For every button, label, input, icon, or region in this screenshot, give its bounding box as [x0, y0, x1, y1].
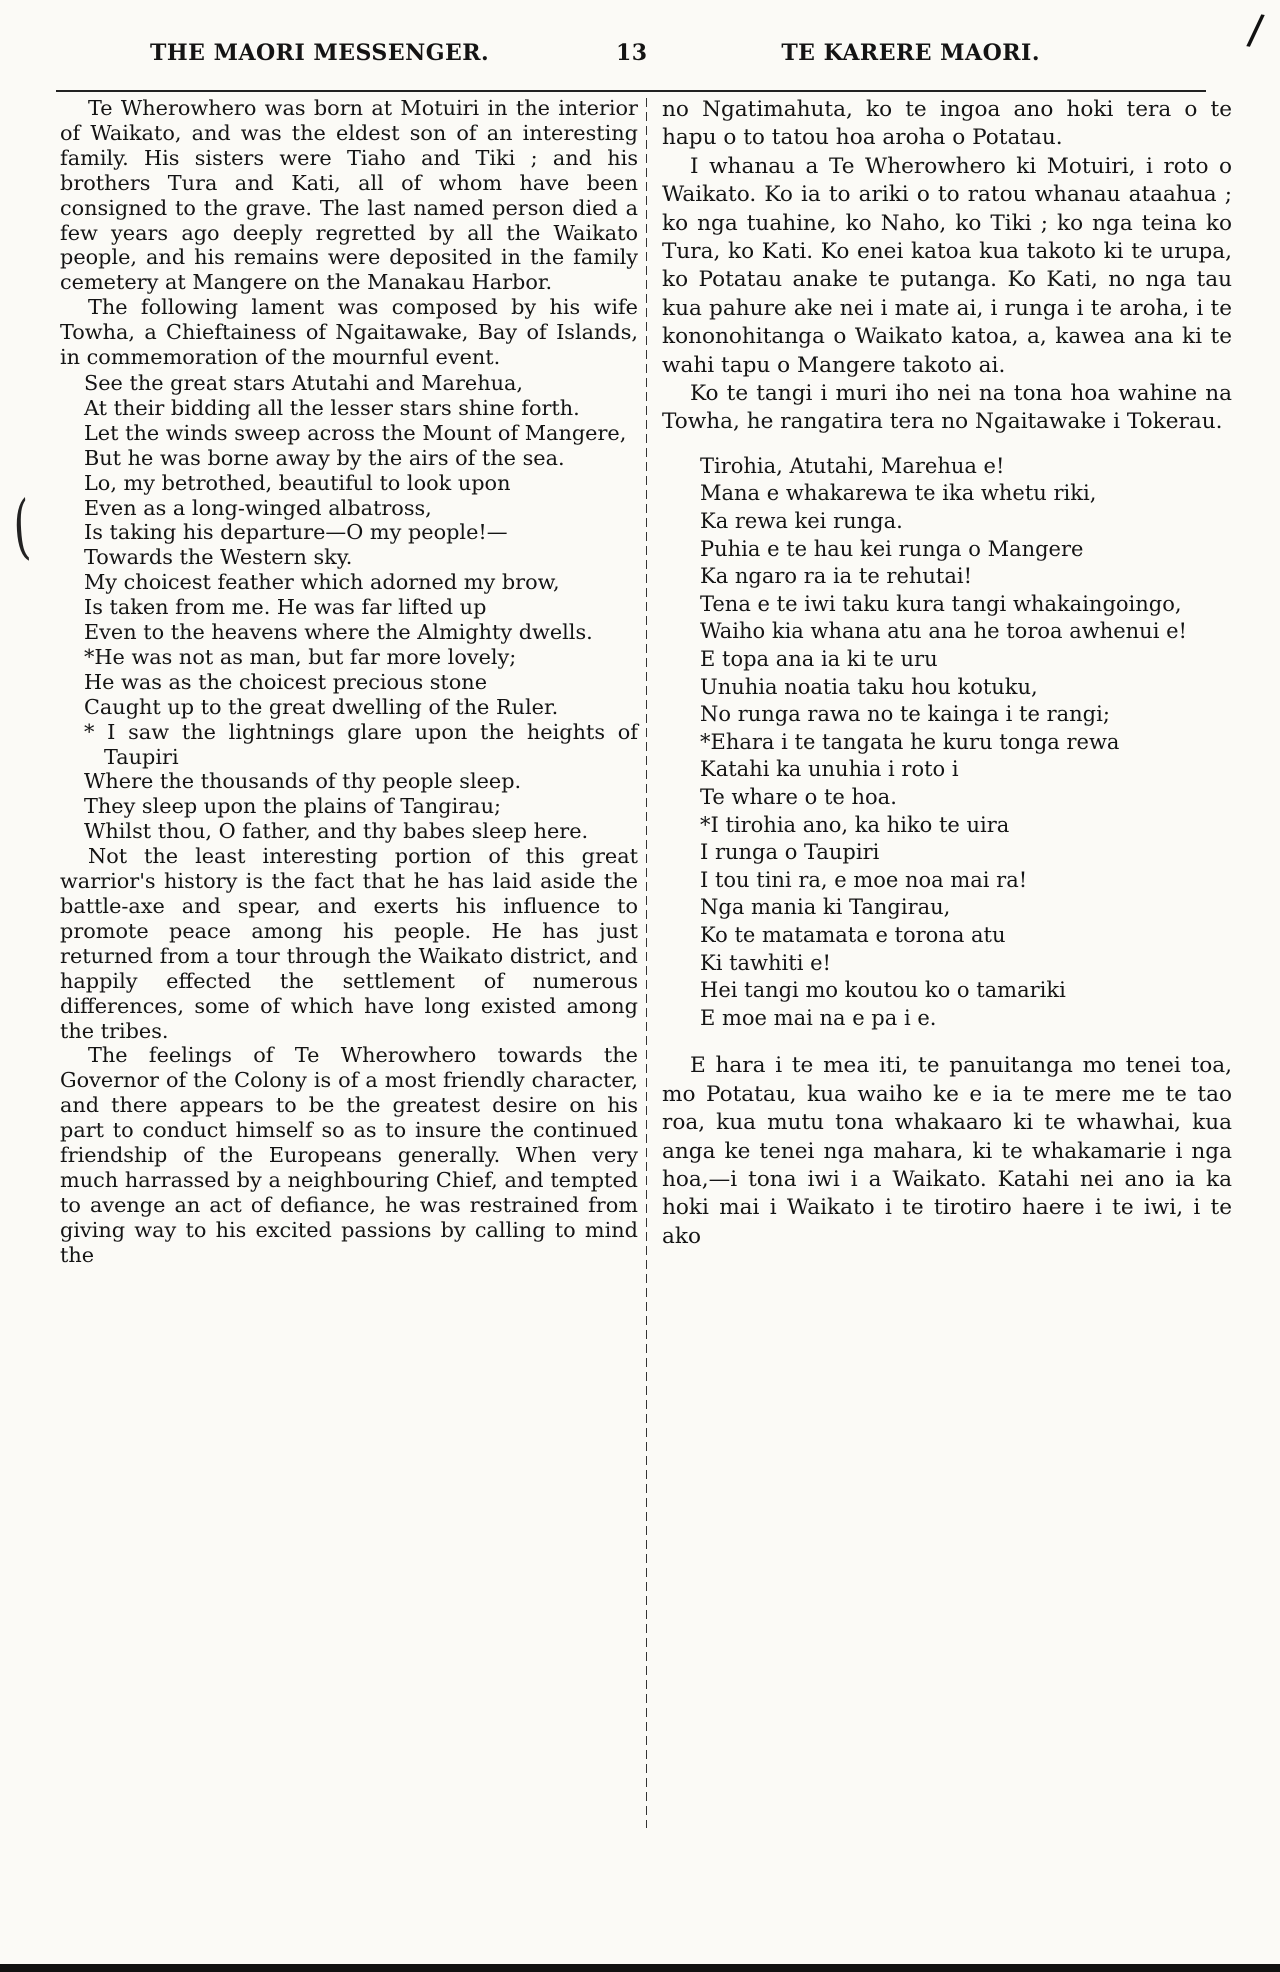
page-bottom-edge — [0, 1960, 1280, 1972]
poem-line: My choicest feather which adorned my brow, — [84, 570, 560, 595]
page-header — [150, 40, 1040, 80]
maori-paragraph-1: I whanau a Te Wherowhero ki Motuiri, i roto o Waikato. Ko ia to ariki o to ratou whanau ataahua ; ko nga tuahine, ko Naho, ko Tiki ; ko nga teina ko Tura, ko Kati. Ko enei katoa kua takoto ki te urupa, ko Potatau anake te putanga. Ko Kati, no nga tau kua pahure ake nei i mate ai, i runga i te aroha, i te kononohitanga o Waikato katoa, a, kawea ana ki te wahi tapu o Mangere takoto ai. — [662, 153, 1232, 378]
poem-line: Katahi ka unuhia i roto i — [700, 757, 959, 782]
header-title-english: THE MAORI MESSENGER. — [150, 40, 490, 66]
english-paragraph-3: Not the least interesting portion of this great warrior's history is the fact that he has laid aside the battle-axe and spear, and exerts his influence to promote peace among his people. He has just returned from a tour through the Waikato district, and happily effected the settlement of numerous differences, some of which have long existed among the tribes. — [60, 844, 638, 1043]
maori-paragraph-0: no Ngatimahuta, ko te ingoa ano hoki tera o te hapu o to tatou hoa aroha o Potatau. — [662, 97, 1232, 151]
poem-line: Waiho kia whana atu ana he toroa awhenui e! — [700, 619, 1187, 644]
poem-line: Is taking his departure—O my people!— — [84, 520, 508, 545]
header-title-maori: TE KARERE MAORI. — [781, 40, 1040, 66]
poem-line: Where the thousands of thy people sleep. — [84, 769, 522, 794]
poem-line: Unuhia noatia taku hou kotuku, — [700, 674, 1038, 699]
poem-line: *He was not as man, but far more lovely; — [84, 644, 517, 669]
poem-line: Ko te matamata e torona atu — [700, 922, 1006, 947]
poem-line: Ki tawhiti e! — [700, 950, 831, 975]
poem-line: But he was borne away by the airs of the sea. — [84, 445, 565, 470]
poem-line: Ka rewa kei runga. — [700, 509, 903, 534]
english-paragraph-4: The feelings of Te Wherowhero towards the Governor of the Colony is of a most friendly character, and there appears to be the greatest desire on his part to conduct himself so as to insure the continued friendship of the Europeans generally. When very much harrassed by a neighbouring Chief, and tempted to avenge an act of defiance, he was restrained from giving way to his excited passions by calling to mind the — [60, 1043, 638, 1267]
maori-paragraph-3: E hara i te mea iti, te panuitanga mo tenei toa, mo Potatau, kua waiho ke e ia te mere me te tao roa, kua mutu tona whakaaro ki te whawhai, kua anga ke tenei nga mahara, ki te whakamarie i nga hoa,—i tona iwi i a Waikato. Katahi nei ano ia ka hoki mai i Waikato i te tirotiro haere i te iwi, i te ako — [662, 1053, 1232, 1249]
poem-line: Mana e whakarewa te ika whetu riki, — [700, 481, 1097, 506]
maori-lament-poem — [700, 453, 1232, 1032]
poem-line: Ka ngaro ra ia te rehutai! — [700, 564, 973, 589]
poem-line: Te whare o te hoa. — [700, 785, 897, 809]
poem-line: Whilst thou, O father, and thy babes sleep here. — [84, 819, 589, 844]
page-number: 13 — [616, 40, 648, 66]
poem-line: E moe mai na e pa i e. — [700, 1005, 937, 1030]
poem-line: Puhia e te hau kei runga o Mangere — [700, 536, 1084, 561]
poem-line: Caught up to the great dwelling of the Ruler. — [84, 694, 559, 719]
header-rule — [56, 90, 1206, 92]
poem-line: * I saw the lightnings glare upon the heights of Taupiri — [84, 719, 638, 769]
english-lament-poem — [84, 371, 638, 844]
poem-line: See the great stars Atutahi and Marehua, — [84, 370, 523, 395]
poem-line: No runga rawa no te kainga i te rangi; — [700, 702, 1110, 727]
english-column — [60, 96, 638, 1268]
poem-line: Towards the Western sky. — [84, 545, 353, 570]
poem-line: Even to the heavens where the Almighty dwells. — [84, 620, 593, 645]
column-divider — [646, 98, 647, 1828]
poem-line: Let the winds sweep across the Mount of Mangere, — [84, 420, 627, 445]
poem-line: Is taken from me. He was far lifted up — [84, 595, 487, 620]
margin-bracket-mark: ( — [10, 484, 33, 570]
poem-line: E topa ana ia ki te uru — [700, 647, 938, 672]
poem-line: *I tirohia ano, ka hiko te uira — [700, 812, 1010, 837]
poem-line: They sleep upon the plains of Tangirau; — [84, 794, 501, 819]
maori-column — [662, 96, 1232, 1251]
poem-line: I tou tini ra, e moe noa mai ra! — [700, 867, 1028, 892]
poem-line: At their bidding all the lesser stars shine forth. — [84, 395, 580, 420]
poem-line: Tena e te iwi taku kura tangi whakaingoingo, — [700, 591, 1182, 616]
poem-line: Hei tangi mo koutou ko o tamariki — [700, 978, 1066, 1003]
poem-line: Even as a long-winged albatross, — [84, 495, 432, 520]
english-paragraph-1: Te Wherowhero was born at Motuiri in the interior of Waikato, and was the eldest son of an interesting family. His sisters were Tiaho and Tiki ; and his brothers Tura and Kati, all of whom have been consigned to the grave. The last named person died a few years ago deeply regretted by all the Waikato people, and his remains were deposited in the family cemetery at Mangere on the Manakau Harbor. — [60, 96, 638, 295]
poem-line: Lo, my betrothed, beautiful to look upon — [84, 470, 511, 495]
poem-line: *Ehara i te tangata he kuru tonga rewa — [700, 729, 1120, 754]
corner-pencil-mark: / — [1244, 4, 1267, 58]
poem-line: He was as the choicest precious stone — [84, 669, 488, 694]
poem-line: Tirohia, Atutahi, Marehua e! — [700, 453, 1005, 478]
english-paragraph-2: The following lament was composed by his wife Towha, a Chieftainess of Ngaitawake, Bay of Islands, in commemoration of the mournful event. — [60, 295, 638, 370]
poem-line: I runga o Taupiri — [700, 840, 880, 865]
poem-line: Nga mania ki Tangirau, — [700, 895, 951, 920]
maori-paragraph-2: Ko te tangi i muri iho nei na tona hoa wahine na Towha, he rangatira tera no Ngaitawake i Tokerau. — [662, 381, 1232, 435]
